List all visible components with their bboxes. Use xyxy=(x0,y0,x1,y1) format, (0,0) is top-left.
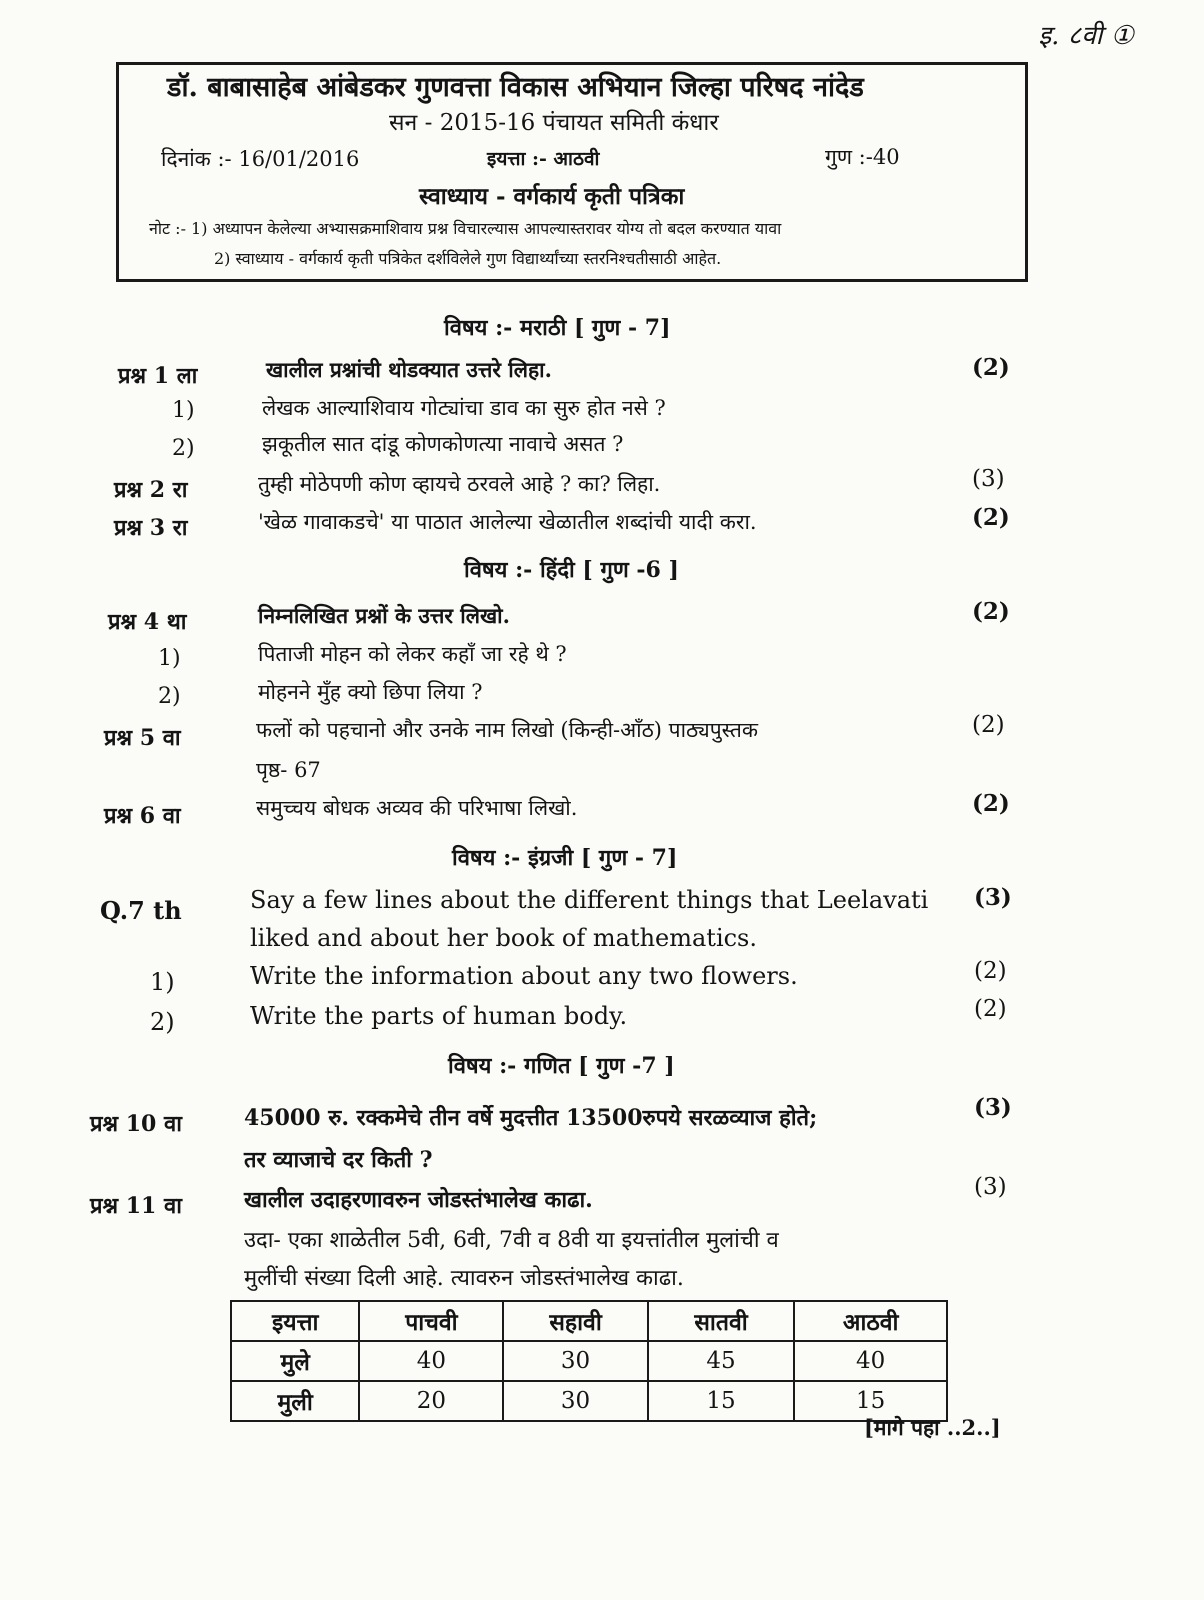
question-label: प्रश्न 5 वा xyxy=(104,725,181,751)
data-table xyxy=(230,1300,948,1422)
question-label: प्रश्न 1 ला xyxy=(118,363,198,389)
subquestion-number: 2) xyxy=(172,436,195,461)
subquestion-text: झकूतील सात दांडू कोणकोणत्या नावाचे असत ? xyxy=(262,432,624,456)
header-title: डॉ. बाबासाहेब आंबेडकर गुणवत्ता विकास अभियान जिल्हा परिषद नांदेड xyxy=(167,72,864,103)
header-note-2: 2) स्वाध्याय - वर्गकार्य कृती पत्रिकेत दर्शविलेले गुण विद्यार्थ्यांच्या स्तरनिश्चतीसाठी आहेत. xyxy=(214,249,722,268)
subquestion-number: 2) xyxy=(150,1008,175,1036)
question-marks: (2) xyxy=(974,958,1007,984)
question-text-continued: पृष्ठ- 67 xyxy=(256,758,321,782)
question-label: Q.7 th xyxy=(100,896,182,925)
question-label: प्रश्न 6 वा xyxy=(104,803,181,829)
subquestion-number: 1) xyxy=(158,646,181,671)
section-heading-marathi: विषय :- मराठी [ गुण - 7] xyxy=(444,315,671,341)
table-cell: 15 xyxy=(794,1381,947,1421)
header-class: इयत्ता :- आठवी xyxy=(487,148,600,170)
header-marks: गुण :-40 xyxy=(825,145,900,169)
header-year: सन - 2015-16 पंचायत समिती कंधार xyxy=(389,110,719,136)
table-row xyxy=(231,1381,947,1421)
subquestion-text: Write the information about any two flowers. xyxy=(250,962,798,990)
question-text-continued: उदा- एका शाळेतील 5वी, 6वी, 7वी व 8वी या इयत्तांतील मुलांची व xyxy=(244,1228,779,1253)
table-header-cell: पाचवी xyxy=(359,1301,503,1341)
question-text-continued: तर व्याजाचे दर किती ? xyxy=(244,1147,433,1173)
section-heading-hindi: विषय :- हिंदी [ गुण -6 ] xyxy=(464,557,679,583)
question-label: प्रश्न 4 था xyxy=(108,609,187,635)
question-marks: (2) xyxy=(972,598,1010,625)
section-heading-english: विषय :- इंग्रजी [ गुण - 7] xyxy=(452,845,678,871)
question-label: प्रश्न 3 रा xyxy=(114,515,188,541)
question-text: निम्नलिखित प्रश्नों के उत्तर लिखो. xyxy=(258,603,510,628)
table-cell: 30 xyxy=(503,1381,647,1421)
table-header-cell: सहावी xyxy=(503,1301,647,1341)
table-header-cell: आठवी xyxy=(794,1301,947,1341)
question-marks: (2) xyxy=(972,354,1010,381)
question-label: प्रश्न 11 वा xyxy=(90,1193,182,1219)
table-row-label: मुली xyxy=(231,1381,359,1421)
table-header-cell: सातवी xyxy=(648,1301,795,1341)
question-text: समुच्चय बोधक अव्यव की परिभाषा लिखो. xyxy=(256,796,578,820)
question-text: तुम्ही मोठेपणी कोण व्हायचे ठरवले आहे ? का? लिहा. xyxy=(258,472,661,496)
section-heading-maths: विषय :- गणित [ गुण -7 ] xyxy=(448,1053,675,1079)
table-row xyxy=(231,1341,947,1381)
header-subtitle: स्वाध्याय - वर्गकार्य कृती पत्रिका xyxy=(419,183,685,210)
subquestion-text: Write the parts of human body. xyxy=(250,1002,628,1030)
table-header-cell: इयत्ता xyxy=(231,1301,359,1341)
subquestion-number: 1) xyxy=(150,968,175,996)
table-cell: 15 xyxy=(648,1381,795,1421)
table-row-label: मुले xyxy=(231,1341,359,1381)
table-cell: 40 xyxy=(359,1341,503,1381)
table-header-row xyxy=(231,1301,947,1341)
question-marks: (3) xyxy=(974,1094,1012,1121)
table-cell: 40 xyxy=(794,1341,947,1381)
question-text: फलों को पहचानो और उनके नाम लिखो (किन्ही-आँठ) पाठ्यपुस्तक xyxy=(256,718,758,742)
header-box xyxy=(116,62,1028,282)
question-text-continued: liked and about her book of mathematics. xyxy=(250,924,757,952)
question-marks: (2) xyxy=(972,712,1005,738)
question-text: 45000 रु. रक्कमेचे तीन वर्षे मुदत्तीत 13500रुपये सरळव्याज होते; xyxy=(244,1105,818,1131)
question-text: Say a few lines about the different things that Leelavati xyxy=(250,886,929,914)
question-marks: (2) xyxy=(974,996,1007,1022)
question-marks: (2) xyxy=(972,504,1010,531)
question-marks: (3) xyxy=(974,884,1012,911)
header-note-1: नोट :- 1) अध्यापन केलेल्या अभ्यासक्रमाशिवाय प्रश्न विचारल्यास आपल्यास्तरावर योग्य तो बदल करण्यात यावा xyxy=(149,219,782,238)
table-cell: 45 xyxy=(648,1341,795,1381)
question-label: प्रश्न 2 रा xyxy=(114,477,188,503)
subquestion-text: मोहनने मुँह क्यो छिपा लिया ? xyxy=(258,680,483,704)
page-footer: [मागे पहा ..2..] xyxy=(864,1415,1001,1440)
page-number-mark: इ. ८वी ① xyxy=(1038,21,1134,51)
header-date: दिनांक :- 16/01/2016 xyxy=(161,147,360,171)
subquestion-text: पिताजी मोहन को लेकर कहाँ जा रहे थे ? xyxy=(258,642,567,666)
question-marks: (2) xyxy=(972,790,1010,817)
subquestion-number: 2) xyxy=(158,684,181,709)
subquestion-number: 1) xyxy=(172,398,195,423)
table-cell: 20 xyxy=(359,1381,503,1421)
question-marks: (3) xyxy=(974,1174,1007,1200)
table-cell: 30 xyxy=(503,1341,647,1381)
question-text-continued: मुलींची संख्या दिली आहे. त्यावरुन जोडस्तंभालेख काढा. xyxy=(244,1266,684,1291)
question-text: खालील प्रश्नांची थोडक्यात उत्तरे लिहा. xyxy=(266,357,552,382)
question-marks: (3) xyxy=(972,466,1005,492)
question-label: प्रश्न 10 वा xyxy=(90,1111,182,1137)
question-text: खालील उदाहरणावरुन जोडस्तंभालेख काढा. xyxy=(244,1187,593,1213)
subquestion-text: लेखक आल्याशिवाय गोट्यांचा डाव का सुरु होत नसे ? xyxy=(262,396,666,420)
question-text: 'खेळ गावाकडचे' या पाठात आलेल्या खेळातील शब्दांची यादी करा. xyxy=(258,510,757,534)
